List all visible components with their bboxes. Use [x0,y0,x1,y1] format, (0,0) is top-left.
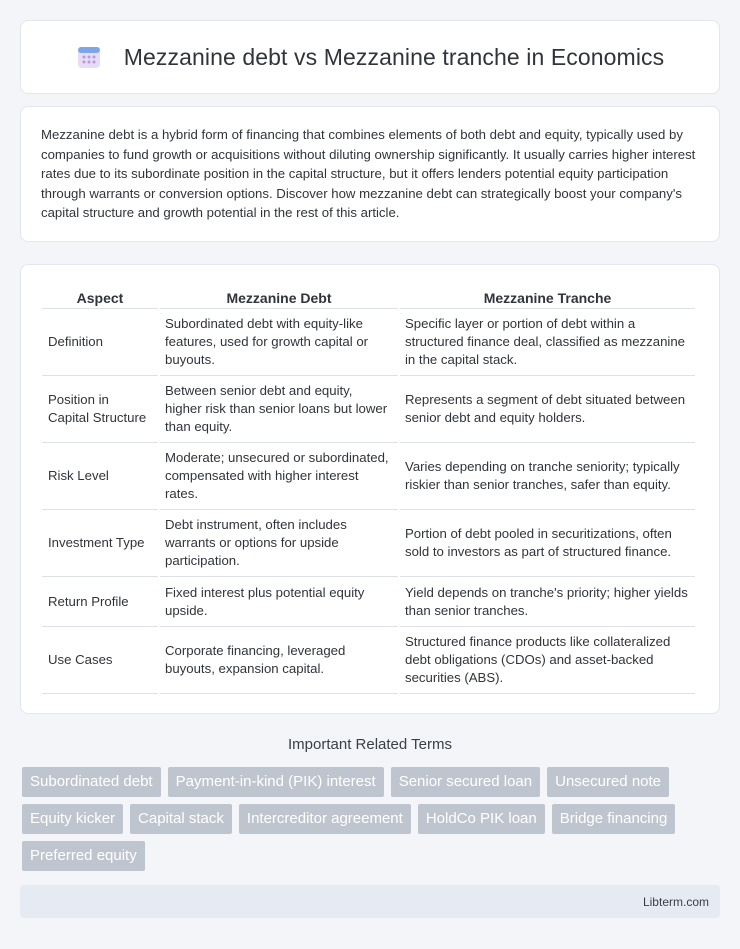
cell-aspect: Investment Type [42,510,158,577]
related-term-tag[interactable]: Senior secured loan [391,767,540,797]
related-term-tag[interactable]: Payment-in-kind (PIK) interest [168,767,384,797]
cell-tranche: Specific layer or portion of debt within a structured finance deal, classified as mezzanine in the capital stack. [400,309,695,376]
related-term-tag[interactable]: HoldCo PIK loan [418,804,545,834]
table-header-row [42,285,695,309]
comparison-table-card [20,264,720,714]
cell-tranche: Structured finance products like collateralized debt obligations (CDOs) and asset-backed securities (ABS). [400,627,695,694]
cell-tranche: Varies depending on tranche seniority; typically riskier than senior tranches, safer than equity. [400,443,695,510]
table-row [42,376,695,443]
related-term-tag[interactable]: Unsecured note [547,767,669,797]
header-aspect: Aspect [42,285,158,309]
calendar-grid-icon [76,44,102,70]
cell-tranche: Yield depends on tranche's priority; higher yields than senior tranches. [400,577,695,627]
cell-aspect: Definition [42,309,158,376]
intro-text: Mezzanine debt is a hybrid form of financing that combines elements of both debt and equity, typically used by companies to fund growth or acquisitions without diluting ownership significantly. It usually carries higher interest rates due to its subordinate position in the capital structure, but it offers lenders potential equity participation through warrants or conversion options. Discover how mezzanine debt can strategically boost your company's capital structure and growth potential in the rest of this article. [41,127,696,220]
related-term-tag[interactable]: Equity kicker [22,804,123,834]
cell-aspect: Position in Capital Structure [42,376,158,443]
table-row [42,443,695,510]
cell-debt: Fixed interest plus potential equity upside. [160,577,398,627]
table-row [42,510,695,577]
header-card [20,20,720,94]
related-term-tag[interactable]: Subordinated debt [22,767,161,797]
cell-tranche: Portion of debt pooled in securitizations, often sold to investors as part of structured finance. [400,510,695,577]
footer [20,885,720,918]
table-row [42,627,695,694]
cell-aspect: Use Cases [42,627,158,694]
table-row [42,577,695,627]
cell-aspect: Risk Level [42,443,158,510]
cell-tranche: Represents a segment of debt situated between senior debt and equity holders. [400,376,695,443]
cell-aspect: Return Profile [42,577,158,627]
footer-brand-link[interactable]: Libterm.com [642,894,709,909]
cell-debt: Between senior debt and equity, higher risk than senior loans but lower than equity. [160,376,398,443]
related-term-tag[interactable]: Intercreditor agreement [239,804,411,834]
cell-debt: Debt instrument, often includes warrants or options for upside participation. [160,510,398,577]
page-title: Mezzanine debt vs Mezzanine tranche in Economics [123,43,665,70]
cell-debt: Subordinated debt with equity-like features, used for growth capital or buyouts. [160,309,398,376]
related-term-tag[interactable]: Bridge financing [552,804,676,834]
header-mezzanine-tranche: Mezzanine Tranche [400,285,695,309]
related-term-tag[interactable]: Capital stack [130,804,232,834]
cell-debt: Corporate financing, leveraged buyouts, expansion capital. [160,627,398,694]
related-terms-title: Important Related Terms [288,736,452,753]
related-term-tag[interactable]: Preferred equity [22,841,145,871]
table-row [42,309,695,376]
header-mezzanine-debt: Mezzanine Debt [160,285,398,309]
cell-debt: Moderate; unsecured or subordinated, compensated with higher interest rates. [160,443,398,510]
related-terms-list [22,767,722,871]
comparison-table [40,285,697,694]
intro-card [20,106,720,242]
